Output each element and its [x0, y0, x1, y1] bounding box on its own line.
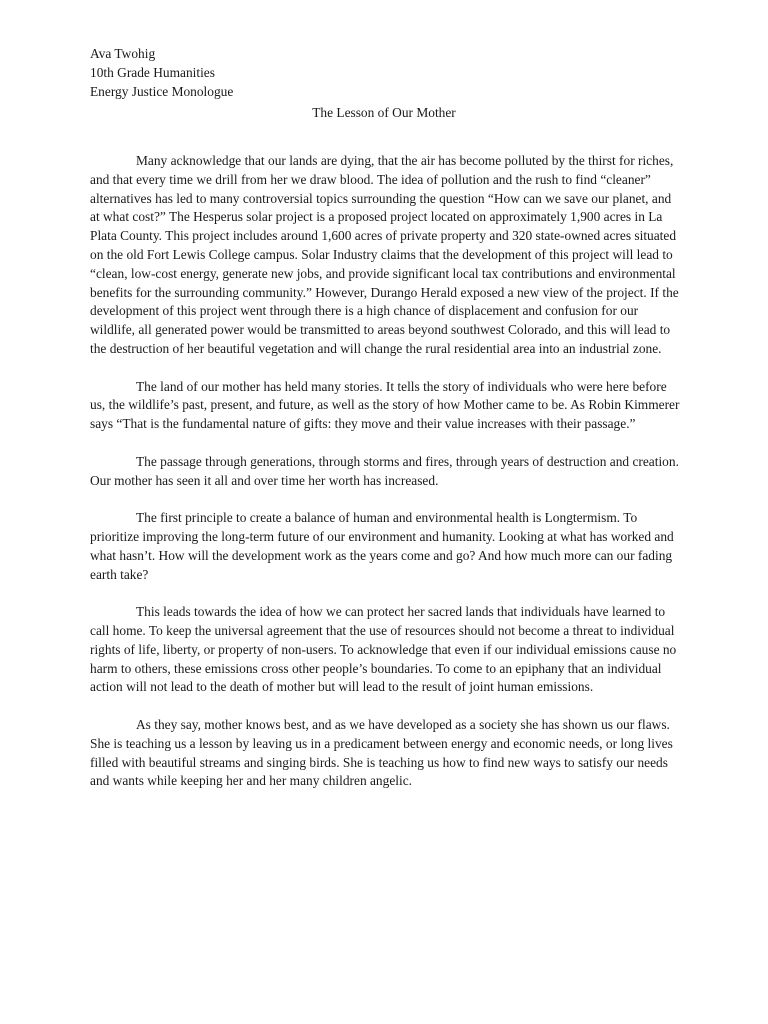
assignment-name: Energy Justice Monologue — [90, 84, 234, 99]
paragraph-6: As they say, mother knows best, and as we have developed as a society she has shown us our flaws. She is teaching us a lesson by leaving us in a predicament between energy and economic needs, or long lives filled with beautiful streams and singing birds. She is teaching us how to find new ways to satisfy our needs and wants while keeping her and her many children angelic. — [90, 716, 673, 789]
author-name: Ava Twohig — [90, 46, 156, 61]
paragraph-2: The land of our mother has held many stories. It tells the story of individuals who were here before us, the wildlife’s past, present, and future, as well as the story of how Mother came to be. As Robin Kimmerer says “That is the fundamental nature of gifts: they move and their value increases with their passage.” — [90, 378, 680, 432]
paragraph-4: The first principle to create a balance of human and environmental health is Longtermism. To prioritize improving the long-term future of our environment and humanity. Looking at what has worked and what hasn’t. How will the development work as the years come and go? And how much more can our fading earth take? — [90, 510, 674, 582]
document-body — [90, 152, 682, 810]
document-header — [90, 44, 233, 101]
course-name: 10th Grade Humanities — [90, 65, 215, 80]
paragraph-1: Many acknowledge that our lands are dying, that the air has become polluted by the thirst for riches, and that every time we drill from her we draw blood. The idea of pollution and the rush to find “cleaner” alternatives has led to many controversial topics surrounding the question “How can we save our planet, and at what cost?” The Hesperus solar project is a proposed project located on approximately 1,900 acres in La Plata County. This project includes around 1,600 acres of private property and 320 state-owned acres situated on the old Fort Lewis College campus. Solar Industry claims that the development of this project will lead to “clean, low-cost energy, generate new jobs, and provide significant local tax contributions and environmental benefits for the surrounding community.” However, Durango Herald exposed a new view of the project. If the development of this project went through there is a high chance of displacement and confusion for our wildlife, all generated power would be transmitted to areas beyond southwest Colorado, and this will lead to the destruction of her beautiful vegetation and will change the rural residential area into an industrial zone. — [90, 153, 679, 356]
document-title: The Lesson of Our Mother — [312, 105, 456, 120]
paragraph-5: This leads towards the idea of how we can protect her sacred lands that individuals have learned to call home. To keep the universal agreement that the use of resources should not become a threat to individual rights of life, liberty, or property of non-users. To acknowledge that even if our individual emissions cause no harm to others, these emissions cross other people’s boundaries. To come to an epiphany that an individual action will not lead to the death of mother but will lead to the result of joint human emissions. — [90, 604, 677, 695]
paragraph-3: The passage through generations, through storms and fires, through years of destruction and creation. Our mother has seen it all and over time her worth has increased. — [90, 453, 679, 488]
